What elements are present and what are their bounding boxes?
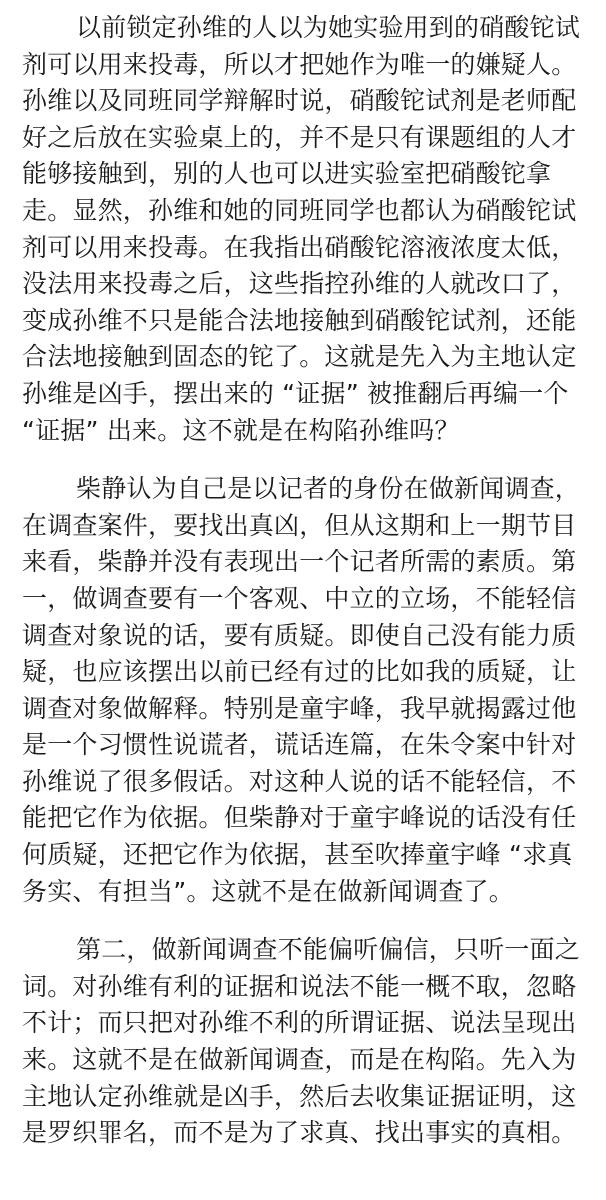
text-line: 孙维是凶手，摆出来的 “证据” 被推翻后再编一个 — [22, 378, 569, 408]
text-line: 一，做调查要有一个客观、中立的立场，不能轻信 — [22, 583, 577, 613]
text-line: 走。显然，孙维和她的同班同学也都认为硝酸铊试 — [22, 195, 577, 225]
text-line: 能把它作为依据。但柴静对于童宇峰说的话没有任 — [22, 803, 577, 833]
text-line: 词。对孙维有利的证据和说法不能一概不取，忽略 — [22, 971, 577, 1001]
article-body — [22, 10, 588, 1174]
paragraph-2 — [22, 471, 588, 910]
paragraph-1 — [22, 10, 588, 449]
text-line: 没法用来投毒之后，这些指控孙维的人就改口了， — [22, 269, 577, 299]
text-line: 调查对象说的话，要有质疑。即使自己没有能力质 — [22, 620, 577, 650]
text-line: 孙维说了很多假话。对这种人说的话不能轻信，不 — [22, 766, 577, 796]
text-line: 孙维以及同班同学辩解时说，硝酸铊试剂是老师配 — [22, 86, 577, 116]
paragraph-3 — [22, 932, 588, 1152]
text-line: 变成孙维不只是能合法地接触到硝酸铊试剂，还能 — [22, 305, 577, 335]
text-line: 务实、有担当”。这就不是在做新闻调查了。 — [22, 876, 514, 906]
text-line: “证据” 出来。这不就是在构陷孙维吗？ — [22, 415, 460, 445]
text-line: 是一个习惯性说谎者，谎话连篇，在朱令案中针对 — [22, 730, 577, 760]
text-line: 何质疑，还把它作为依据，甚至吹捧童宇峰 “求真 — [22, 840, 573, 870]
text-line: 调查对象做解释。特别是童宇峰，我早就揭露过他 — [22, 693, 577, 723]
text-line: 柴静认为自己是以记者的身份在做新闻调查， — [76, 474, 581, 504]
text-line: 剂可以用来投毒。在我指出硝酸铊溶液浓度太低， — [22, 232, 577, 262]
text-line: 剂可以用来投毒，所以才把她作为唯一的嫌疑人。 — [22, 49, 577, 79]
text-line: 以前锁定孙维的人以为她实验用到的硝酸铊试 — [76, 13, 581, 42]
text-line: 来看，柴静并没有表现出一个记者所需的素质。第 — [22, 547, 577, 577]
text-line: 好之后放在实验桌上的，并不是只有课题组的人才 — [22, 122, 577, 152]
text-line: 主地认定孙维就是凶手，然后去收集证据证明，这 — [22, 1081, 577, 1111]
text-line: 在调查案件，要找出真凶，但从这期和上一期节目 — [22, 510, 577, 540]
text-line: 第二，做新闻调查不能偏听偏信，只听一面之 — [76, 935, 581, 965]
text-line: 能够接触到，别的人也可以进实验室把硝酸铊拿 — [22, 159, 552, 189]
text-line: 合法地接触到固态的铊了。这就是先入为主地认定 — [22, 342, 577, 372]
text-line: 是罗织罪名，而不是为了求真、找出事实的真相。 — [22, 1118, 577, 1148]
text-line: 不计；而只把对孙维不利的所谓证据、说法呈现出 — [22, 1008, 577, 1038]
text-line: 疑，也应该摆出以前已经有过的比如我的质疑，让 — [22, 657, 577, 687]
text-line: 来。这就不是在做新闻调查，而是在构陷。先入为 — [22, 1045, 577, 1075]
